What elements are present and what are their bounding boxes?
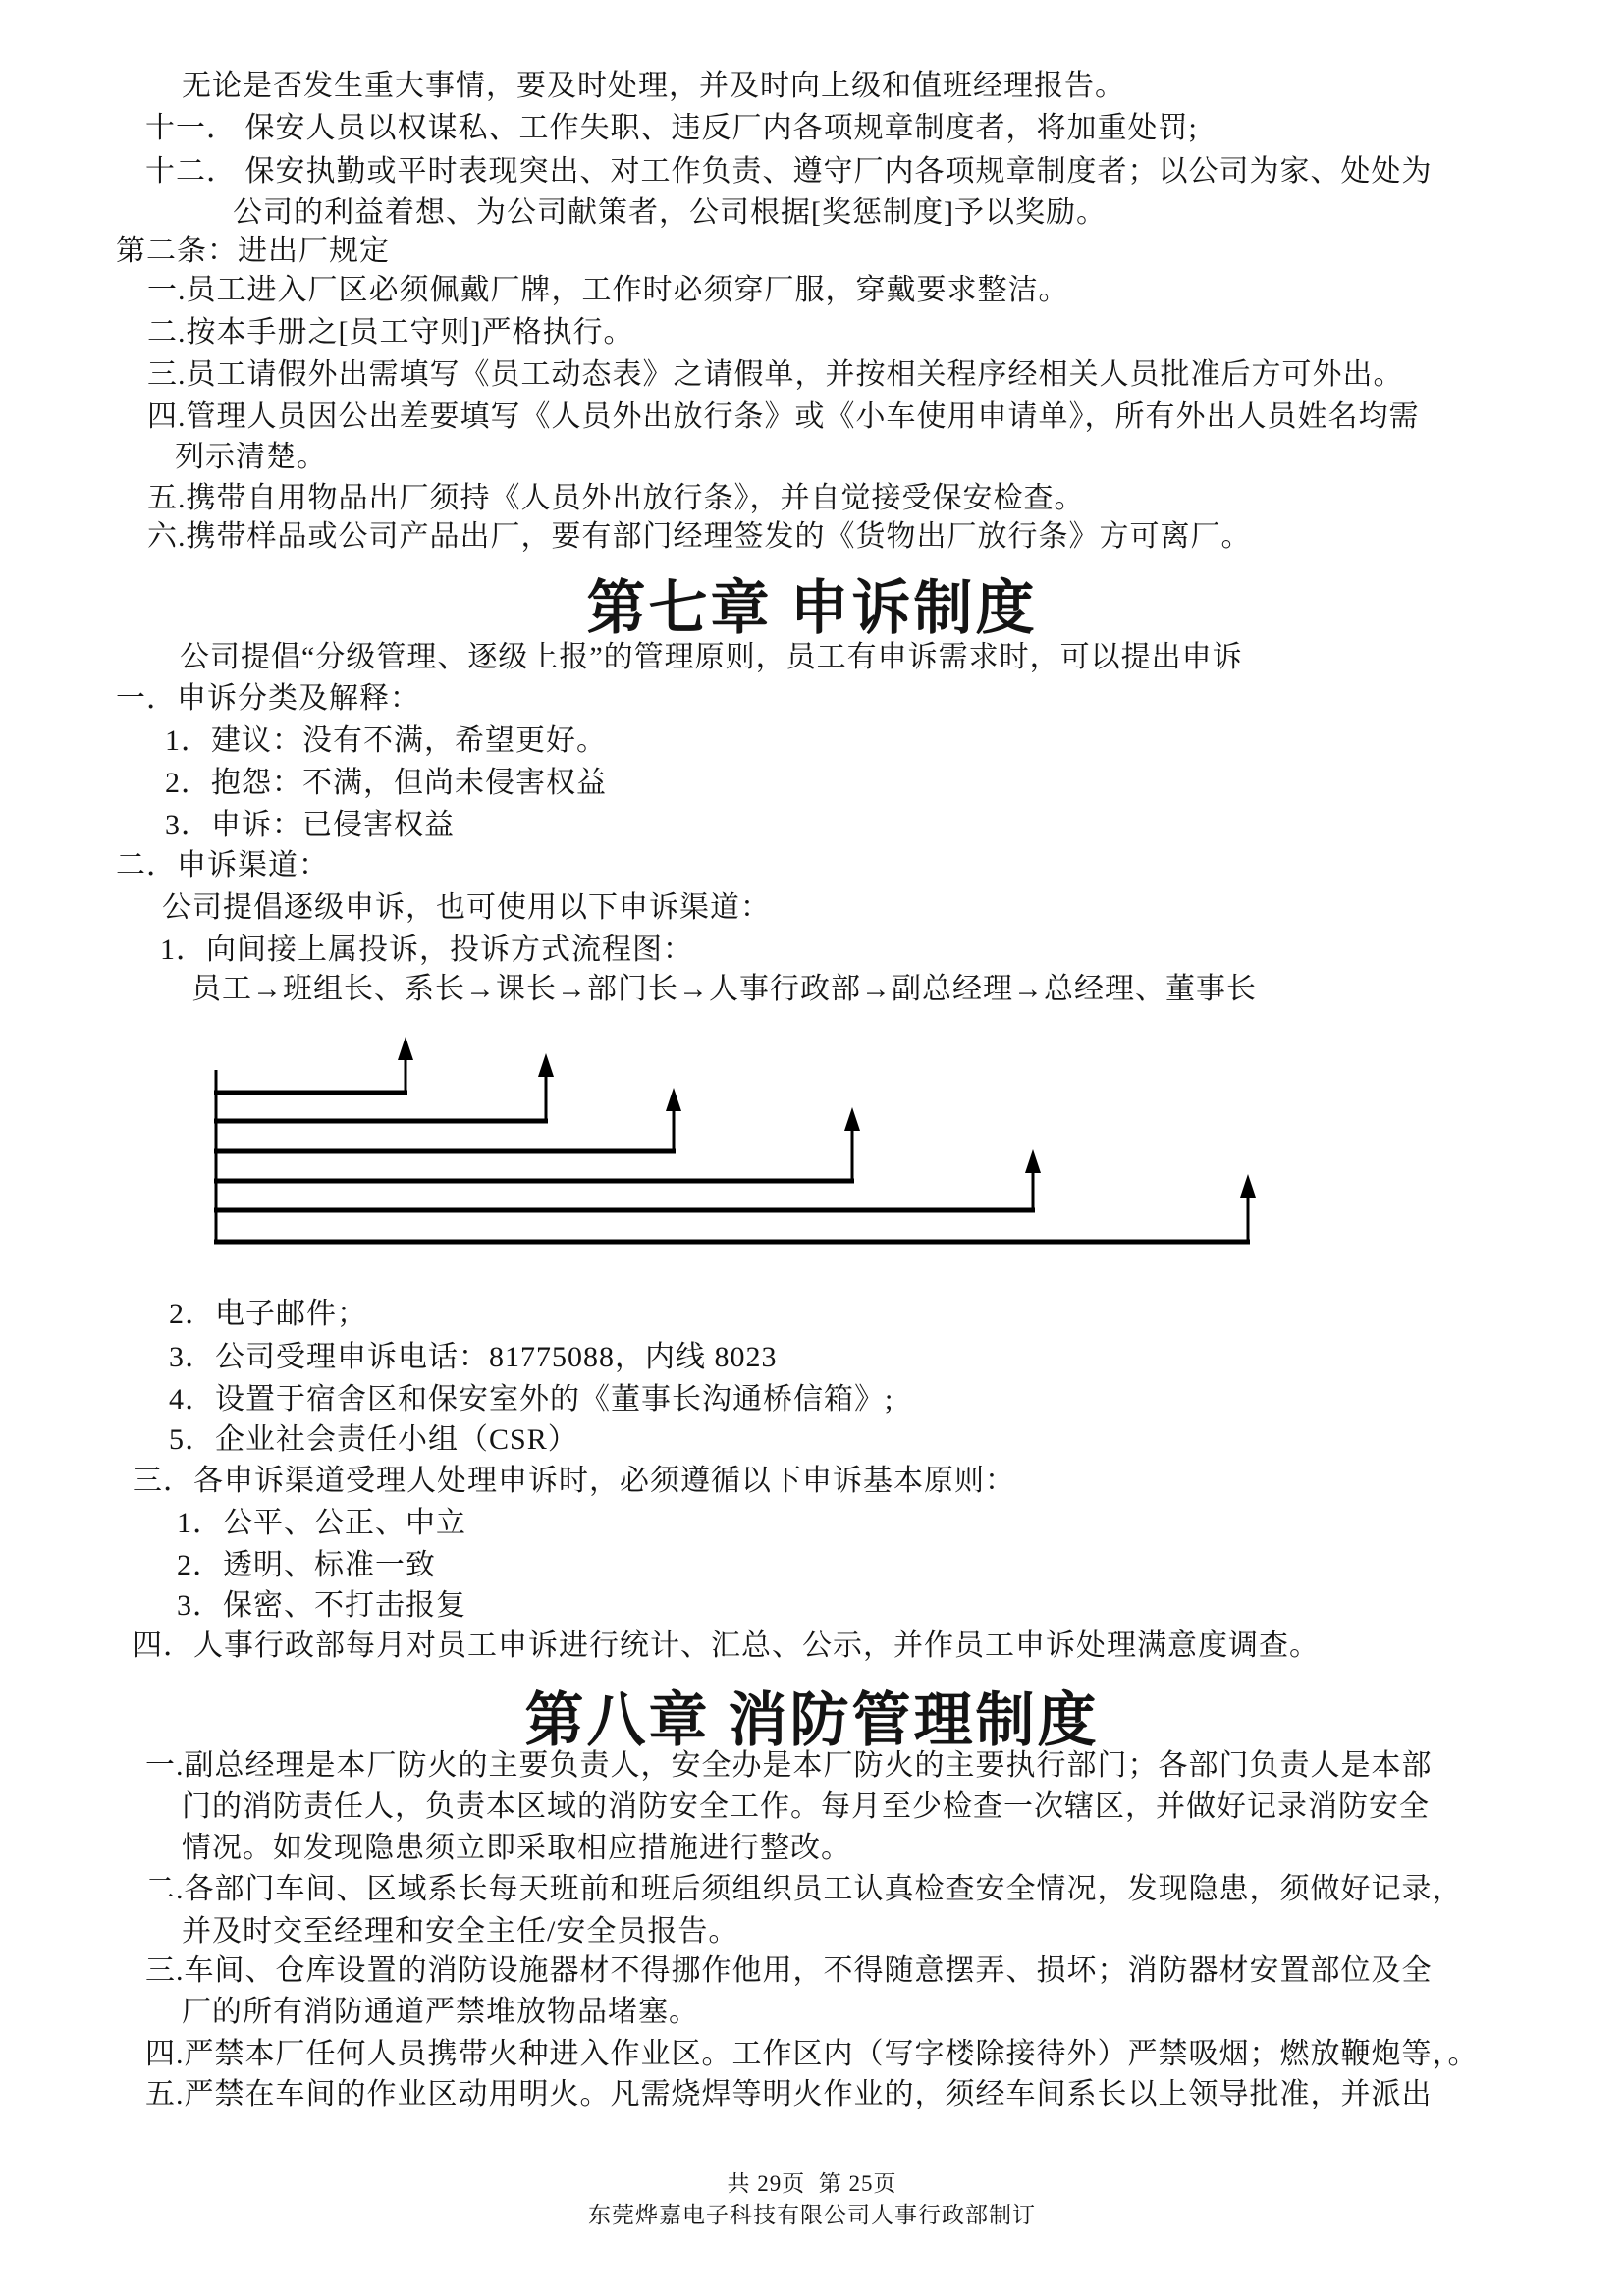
arrow-up-icon [1240,1174,1256,1198]
flow-connector-4 [214,1107,860,1181]
chapter7-intro: 公司提倡“分级管理、逐级上报”的管理原则，员工有申诉需求时，可以提出申诉 [180,641,1243,673]
flow-connector-2 [214,1053,554,1121]
channels-item: 4．设置于宿舍区和保安室外的《董事长沟通桥信箱》; [169,1383,894,1415]
prev-section-item-twelve: 十二． 保安执勤或平时表现突出、对工作负责、遵守厂内各项规章制度者；以公司为家、处处为 [145,155,1433,187]
classification-item: 3．申诉：已侵害权益 [165,809,455,841]
principles-item: 3．保密、不打击报复 [177,1589,466,1622]
prev-section-item-eleven: 十一． 保安人员以权谋私、工作失职、违反厂内各项规章制度者，将加重处罚; [145,112,1198,144]
prev-section-continuation: 公司的利益着想、为公司献策者，公司根据[奖惩制度]予以奖励。 [233,196,1107,229]
prev-section-line: 无论是否发生重大事情，要及时处理，并及时向上级和值班经理报告。 [182,70,1125,102]
fire-rule-item: 二.各部门车间、区域系长每天班前和班后须组织员工认真检查安全情况，发现隐患，须做好记录， [145,1873,1463,1905]
chapter7-title: 第七章 申诉制度 [586,576,1038,641]
arrow-up-icon [1025,1149,1041,1173]
fire-rule-item: 三.车间、仓库设置的消防设施器材不得挪作他用，不得随意摆弄、损坏；消防器材安置部位及全 [145,1954,1433,1987]
fire-rule-continuation: 门的消防责任人，负责本区域的消防安全工作。每月至少检查一次辖区，并做好记录消防安全 [182,1790,1430,1823]
principles-item: 1．公平、公正、中立 [177,1507,466,1539]
article2-rule-item: 一.员工进入厂区必须佩戴厂牌，工作时必须穿厂服，穿戴要求整洁。 [147,274,1069,306]
fire-rule-continuation: 并及时交至经理和安全主任/安全员报告。 [182,1915,739,1948]
arrow-up-icon [844,1107,860,1131]
complaint-principles-heading: 三．各申诉渠道受理人处理申诉时，必须遵循以下申诉基本原则： [133,1465,1015,1497]
fire-rule-continuation: 厂的所有消防通道严禁堆放物品堵塞。 [182,1996,699,2028]
classification-item: 2．抱怨：不满，但尚未侵害权益 [165,767,607,799]
arrow-up-icon [398,1037,413,1060]
fire-rule-item: 五.严禁在车间的作业区动用明火。凡需烧焊等明火作业的，须经车间系长以上领导批准，并派出 [145,2078,1433,2110]
channels-item: 5．企业社会责任小组（CSR） [169,1423,578,1456]
article2-rule-item: 五.携带自用物品出厂须持《人员外出放行条》，并自觉接受保安检查。 [147,482,1085,514]
complaint-survey-line: 四．人事行政部每月对员工申诉进行统计、汇总、公示，并作员工申诉处理满意度调查。 [133,1629,1320,1662]
footer-page-info: 共 29页 第 25页 [727,2171,897,2196]
article2-heading: 第二条：进出厂规定 [116,235,390,267]
chapter8-title: 第八章 消防管理制度 [524,1688,1100,1753]
article2-rule-item: 二.按本手册之[员工守则]严格执行。 [147,316,634,348]
flow-connector-1 [214,1037,413,1093]
arrow-up-icon [666,1088,681,1111]
article2-rule-item: 六.携带样品或公司产品出厂，要有部门经理签发的《货物出厂放行条》方可离厂。 [147,520,1252,553]
fire-rule-item: 一.副总经理是本厂防火的主要负责人，安全办是本厂防火的主要执行部门；各部门负责人是本部 [145,1749,1433,1782]
classification-item: 1．建议：没有不满，希望更好。 [165,724,607,757]
channels-item: 3．公司受理申诉电话：81775088，内线 8023 [169,1341,778,1373]
channels-item: 1．向间接上属投诉，投诉方式流程图： [160,934,693,966]
arrow-up-icon [538,1053,554,1077]
article2-rule-continuation: 列示清楚。 [175,441,327,473]
fire-rule-item: 四.严禁本厂任何人员携带火种进入作业区。工作区内（写字楼除接待外）严禁吸烟；燃放鞭炮等，。 [145,2038,1479,2070]
channels-intro: 公司提倡逐级申诉，也可使用以下申诉渠道： [162,891,771,924]
footer-publisher: 东莞烨嘉电子科技有限公司人事行政部制订 [588,2203,1036,2227]
complaint-channels-heading: 二．申诉渠道： [116,849,329,881]
complaint-classification-heading: 一．申诉分类及解释： [116,682,420,715]
article2-rule-item: 三.员工请假外出需填写《员工动态表》之请假单，并按相关程序经相关人员批准后方可外出。 [147,358,1404,391]
fire-rule-continuation: 情况。如发现隐患须立即采取相应措施进行整改。 [182,1832,851,1864]
channels-item: 2．电子邮件； [169,1298,367,1330]
complaint-flow-diagram [0,1011,1624,1276]
principles-item: 2．透明、标准一致 [177,1549,436,1581]
complaint-flow-sequence: 员工→班组长、系长→课长→部门长→人事行政部→副总经理→总经理、董事长 [191,973,1257,1005]
article2-rule-item: 四.管理人员因公出差要填写《人员外出放行条》或《小车使用申请单》，所有外出人员姓名均需 [147,400,1420,433]
